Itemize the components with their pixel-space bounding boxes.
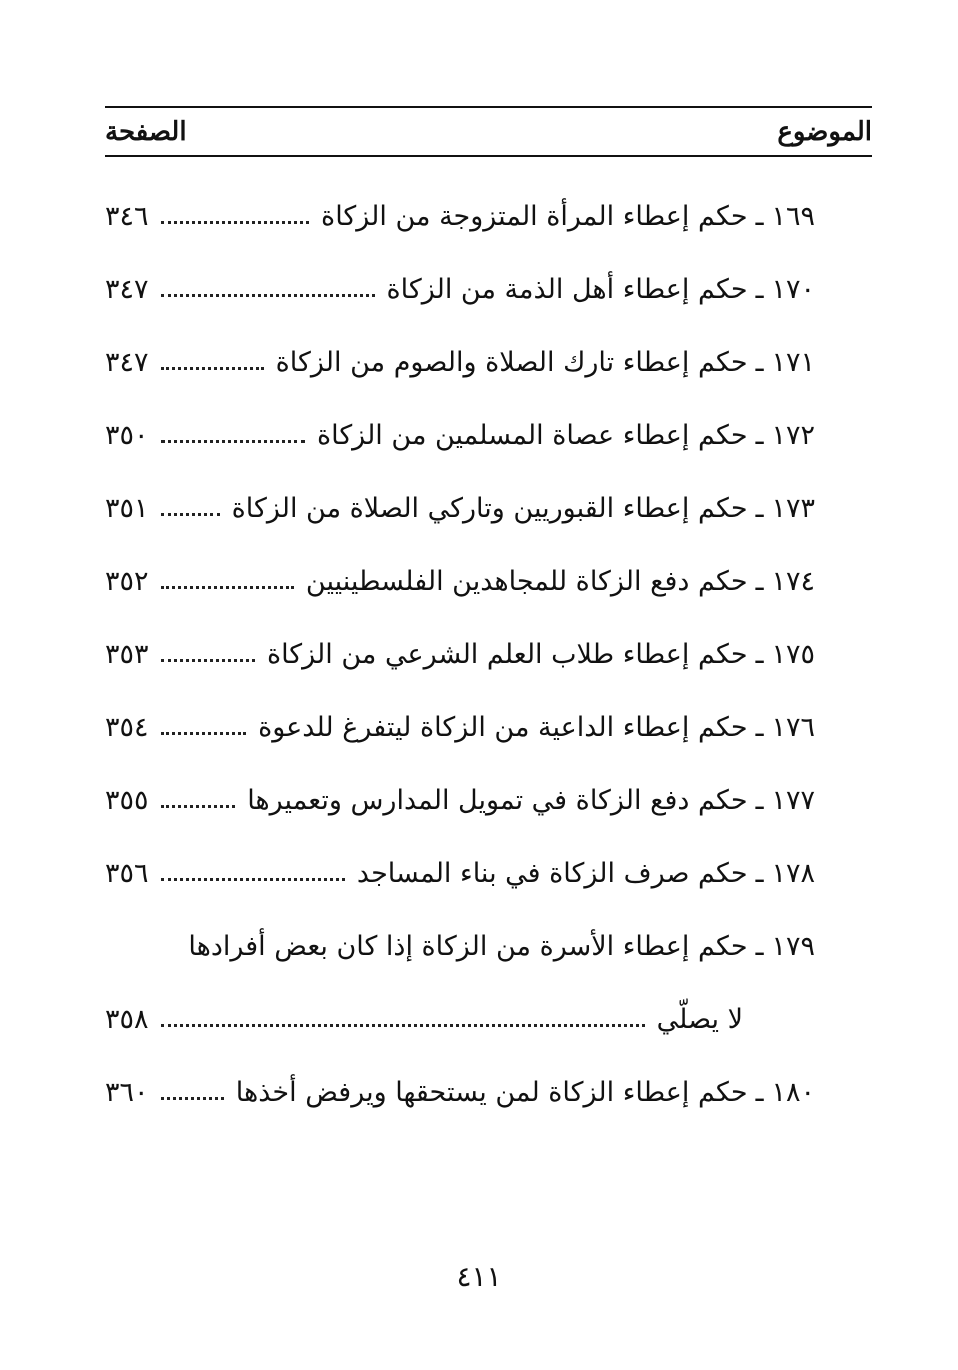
toc-entry [105,326,815,399]
table-of-contents [105,180,815,1129]
dot-leader [161,659,255,662]
entry-title-continuation: لا يصلّي [656,1004,743,1035]
dot-leader [161,221,310,224]
entry-separator: ـ [755,347,764,378]
entry-title: حكم دفع الزكاة للمجاهدين الفلسطينيين [305,566,748,597]
topic-column-label: الموضوع [777,117,872,147]
entry-separator: ـ [755,566,764,597]
dot-leader [161,294,375,297]
entry-page-number: ٣٤٧ [105,347,149,378]
page-folio-number: ٤١١ [456,1260,502,1293]
toc-entry [105,691,815,764]
entry-separator: ـ [755,931,764,962]
entry-separator: ـ [755,493,764,524]
toc-entry [105,618,815,691]
dot-leader [161,1097,224,1100]
entry-number: ١٧٨ [771,858,815,889]
toc-entry [105,764,815,837]
entry-title: حكم إعطاء المرأة المتزوجة من الزكاة [321,201,748,232]
entry-separator: ـ [755,785,764,816]
toc-entry [105,399,815,472]
entry-page-number: ٣٥٤ [105,712,149,743]
entry-page-number: ٣٥٥ [105,785,149,816]
toc-entry [105,837,815,910]
entry-number: ١٧٣ [771,493,815,524]
dot-leader [161,1024,645,1027]
entry-page-number: ٣٦٠ [105,1077,149,1108]
entry-title: حكم إعطاء تارك الصلاة والصوم من الزكاة [275,347,748,378]
entry-number: ١٧١ [771,347,815,378]
entry-number: ١٧٢ [771,420,815,451]
entry-title: حكم إعطاء عصاة المسلمين من الزكاة [316,420,748,451]
entry-title: حكم إعطاء الزكاة لمن يستحقها ويرفض أخذها [235,1077,748,1108]
toc-entry [105,1056,815,1129]
entry-separator: ـ [755,1077,764,1108]
entry-page-number: ٣٤٦ [105,201,149,232]
toc-entry [105,472,815,545]
entry-title: حكم إعطاء الداعية من الزكاة ليتفرغ للدعوة [258,712,748,743]
entry-number: ١٧٩ [771,931,815,962]
entry-number: ١٧٠ [771,274,815,305]
dot-leader [161,805,236,808]
entry-title: حكم إعطاء القبوريين وتاركي الصلاة من الزكاة [231,493,748,524]
entry-page-number: ٣٥٦ [105,858,149,889]
dot-leader [161,367,264,370]
header-bottom-rule [105,155,872,157]
entry-number: ١٧٧ [771,785,815,816]
dot-leader [161,440,305,443]
entry-page-number: ٣٤٧ [105,274,149,305]
entry-number: ١٧٤ [771,566,815,597]
header-top-rule [105,106,872,108]
entry-page-number: ٣٥٣ [105,639,149,670]
toc-entry [105,253,815,326]
dot-leader [161,513,220,516]
entry-title: حكم دفع الزكاة في تمويل المدارس وتعميرها [247,785,748,816]
entry-title: حكم إعطاء طلاب العلم الشرعي من الزكاة [266,639,748,670]
toc-header [105,112,872,152]
entry-page-number: ٣٥٢ [105,566,149,597]
entry-page-number: ٣٥٨ [105,1004,149,1035]
entry-title: حكم صرف الزكاة في بناء المساجد [356,858,748,889]
toc-entry-continuation [105,983,815,1056]
entry-page-number: ٣٥١ [105,493,149,524]
dot-leader [161,732,247,735]
entry-separator: ـ [755,420,764,451]
entry-number: ١٧٥ [771,639,815,670]
dot-leader [161,878,345,881]
toc-entry [105,545,815,618]
entry-separator: ـ [755,858,764,889]
entry-number: ١٧٦ [771,712,815,743]
toc-entry [105,910,815,983]
entry-separator: ـ [755,201,764,232]
page-column-label: الصفحة [105,117,187,147]
entry-number: ١٦٩ [771,201,815,232]
entry-separator: ـ [755,712,764,743]
entry-title: حكم إعطاء أهل الذمة من الزكاة [386,274,748,305]
toc-entry [105,180,815,253]
entry-page-number: ٣٥٠ [105,420,149,451]
entry-title: حكم إعطاء الأسرة من الزكاة إذا كان بعض أفرادها [188,931,748,962]
entry-separator: ـ [755,274,764,305]
entry-number: ١٨٠ [771,1077,815,1108]
entry-separator: ـ [755,639,764,670]
dot-leader [161,586,294,589]
